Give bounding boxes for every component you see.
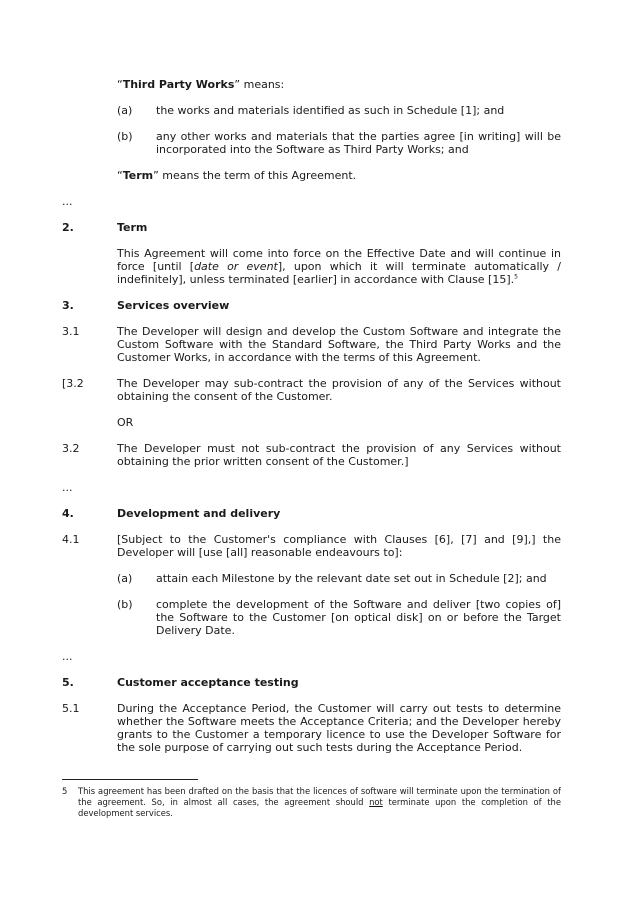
clause-text: The Developer may sub-contract the provision of any of the Services without obtaining the consent of the Customer. bbox=[117, 377, 561, 403]
definition-term bbox=[117, 169, 561, 182]
clause-text: The Developer must not sub-contract the provision of any Services without obtaining the prior written consent of the Customer.] bbox=[117, 442, 561, 468]
ellipsis: ... bbox=[62, 481, 73, 494]
text-span: This agreement has been drafted on the basis that the licences of software will terminate upon the termination of the agreement. So, in almost all cases, the agreement should bbox=[78, 786, 561, 807]
item-label: (a) bbox=[117, 572, 133, 585]
underlined-span: not bbox=[369, 797, 383, 807]
section-number: 3. bbox=[62, 299, 74, 312]
text-span: ], upon which it will terminate automatically / indefinitely], unless terminated [earlier] in accordance with Clause [15]. bbox=[117, 260, 561, 286]
or-separator: OR bbox=[117, 416, 134, 429]
section-number: 4. bbox=[62, 507, 74, 520]
footnote-number: 5 bbox=[62, 786, 68, 796]
item-label: (b) bbox=[117, 130, 133, 143]
footnote-ref[interactable]: 5 bbox=[514, 273, 518, 281]
italic-span: date or event bbox=[194, 260, 278, 273]
section-heading: Customer acceptance testing bbox=[117, 676, 299, 689]
item-text: complete the development of the Software and deliver [two copies of] the Software to the Customer [on optical disk] on or before the Target Delivery Date. bbox=[156, 598, 561, 637]
defined-term: Term bbox=[122, 169, 154, 182]
item-text: the works and materials identified as such in Schedule [1]; and bbox=[156, 104, 505, 117]
footnote-rule bbox=[62, 779, 198, 780]
defined-term: Third Party Works bbox=[122, 78, 235, 91]
definition-rest: ” means the term of this Agreement. bbox=[153, 169, 357, 182]
item-text: attain each Milestone by the relevant date set out in Schedule [2]; and bbox=[156, 572, 547, 585]
text-span: terminate upon the completion of the development services. bbox=[78, 797, 561, 818]
ellipsis: ... bbox=[62, 195, 73, 208]
text-span: This Agreement will come into force on the Effective Date and will continue in force [until [ bbox=[117, 247, 561, 273]
item-label: (a) bbox=[117, 104, 133, 117]
item-label: (b) bbox=[117, 598, 133, 611]
clause-text: The Developer will design and develop the Custom Software and integrate the Custom Software with the Standard Software, the Third Party Works and the Customer Works, in accordance with the terms of this Agreement. bbox=[117, 325, 561, 364]
clause-number: 4.1 bbox=[62, 533, 80, 546]
clause-number: 3.1 bbox=[62, 325, 80, 338]
section-number: 5. bbox=[62, 676, 74, 689]
item-text: any other works and materials that the parties agree [in writing] will be incorporated into the Software as Third Party Works; and bbox=[156, 130, 561, 156]
footnote-text bbox=[78, 786, 561, 819]
section-heading: Term bbox=[117, 221, 148, 234]
open-quote: “ bbox=[117, 78, 123, 91]
definition-third-party-works bbox=[117, 78, 561, 91]
clause-text: During the Acceptance Period, the Customer will carry out tests to determine whether the Software meets the Acceptance Criteria; and the Developer hereby grants to the Customer a temporary licence to use the Developer Software for the sole purpose of carrying out such tests during the Acceptance Period. bbox=[117, 702, 561, 754]
clause-number: 3.2 bbox=[62, 442, 80, 455]
section-heading: Services overview bbox=[117, 299, 230, 312]
ellipsis: ... bbox=[62, 650, 73, 663]
clause-text bbox=[117, 247, 561, 286]
clause-number: 5.1 bbox=[62, 702, 80, 715]
section-number: 2. bbox=[62, 221, 74, 234]
definition-rest: ” means: bbox=[234, 78, 285, 91]
clause-number: [3.2 bbox=[62, 377, 84, 390]
clause-text: [Subject to the Customer's compliance with Clauses [6], [7] and [9],] the Developer will [use [all] reasonable endeavours to]: bbox=[117, 533, 561, 559]
section-heading: Development and delivery bbox=[117, 507, 281, 520]
open-quote: “ bbox=[117, 169, 123, 182]
